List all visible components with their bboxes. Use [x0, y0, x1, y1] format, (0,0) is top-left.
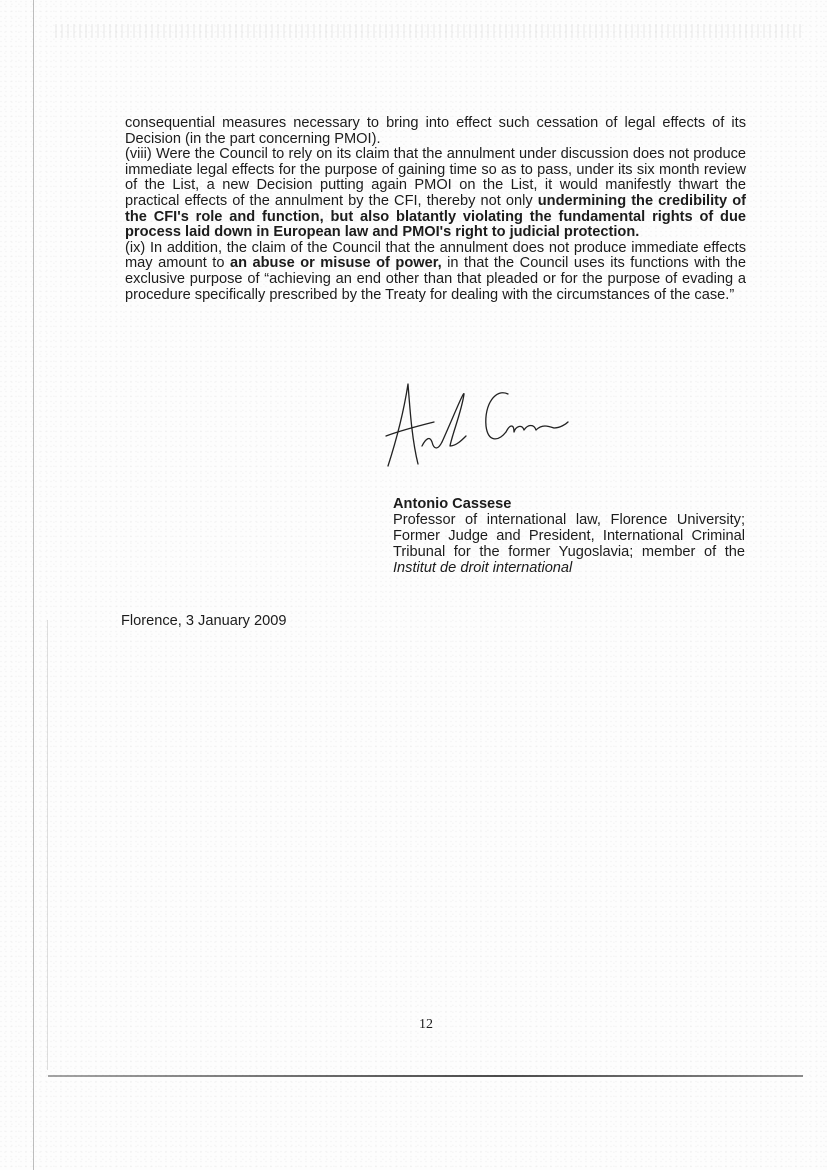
- text-run: in that the Council uses its functions with the exclusive purpose of “achieving an end other than that pleaded or for the purpose of evading a procedure specifically prescribed by the Treaty for dealing with the circumstances of the case.”: [125, 255, 746, 303]
- text-run: (ix) In addition, the claim of the Council that the annulment does not produce immediate effects may amount to: [125, 239, 746, 272]
- handwritten-signature: [382, 380, 572, 470]
- paragraph-viii: [125, 147, 746, 241]
- bold-text-run: an abuse or misuse of power,: [229, 255, 442, 272]
- page-number: 12: [419, 1017, 433, 1032]
- role-text: Professor of international law, Florence University; Former Judge and President, International Criminal Tribunal for the former Yugoslavia; member of the: [393, 511, 745, 560]
- bold-text-run: undermining the credibility of the CFI's role and function, but also blatantly violating the fundamental rights of due process laid down in European law and PMOI's right to judicial protection.: [125, 192, 746, 241]
- text-run: consequential measures necessary to bring into effect such cessation of legal effects of its Decision (in the part concerning PMOI).: [125, 115, 746, 147]
- signatory-name: Antonio Cassese: [393, 496, 512, 512]
- footer-rule: [48, 1075, 803, 1077]
- paragraph-ix: [125, 241, 746, 303]
- scan-edge-line-lower: [47, 620, 48, 1070]
- scan-noise-header: [55, 24, 805, 38]
- paragraph-continuation: [125, 116, 746, 147]
- signatory-role: [393, 513, 745, 577]
- text-run: (viii) Were the Council to rely on its claim that the annulment under discussion does not produce immediate legal effects for the purpose of gaining time so as to pass, under its six month review of the List, a new Decision putting again PMOI on the List, it would manifestly thwart the practical effects of the annulment by the CFI, thereby not only: [125, 146, 746, 209]
- body-text: [125, 116, 746, 303]
- role-italic-text: Institut de droit international: [393, 559, 573, 576]
- scan-edge-line: [33, 0, 34, 1170]
- signatory-block: [393, 497, 745, 577]
- place-date: Florence, 3 January 2009: [121, 613, 287, 629]
